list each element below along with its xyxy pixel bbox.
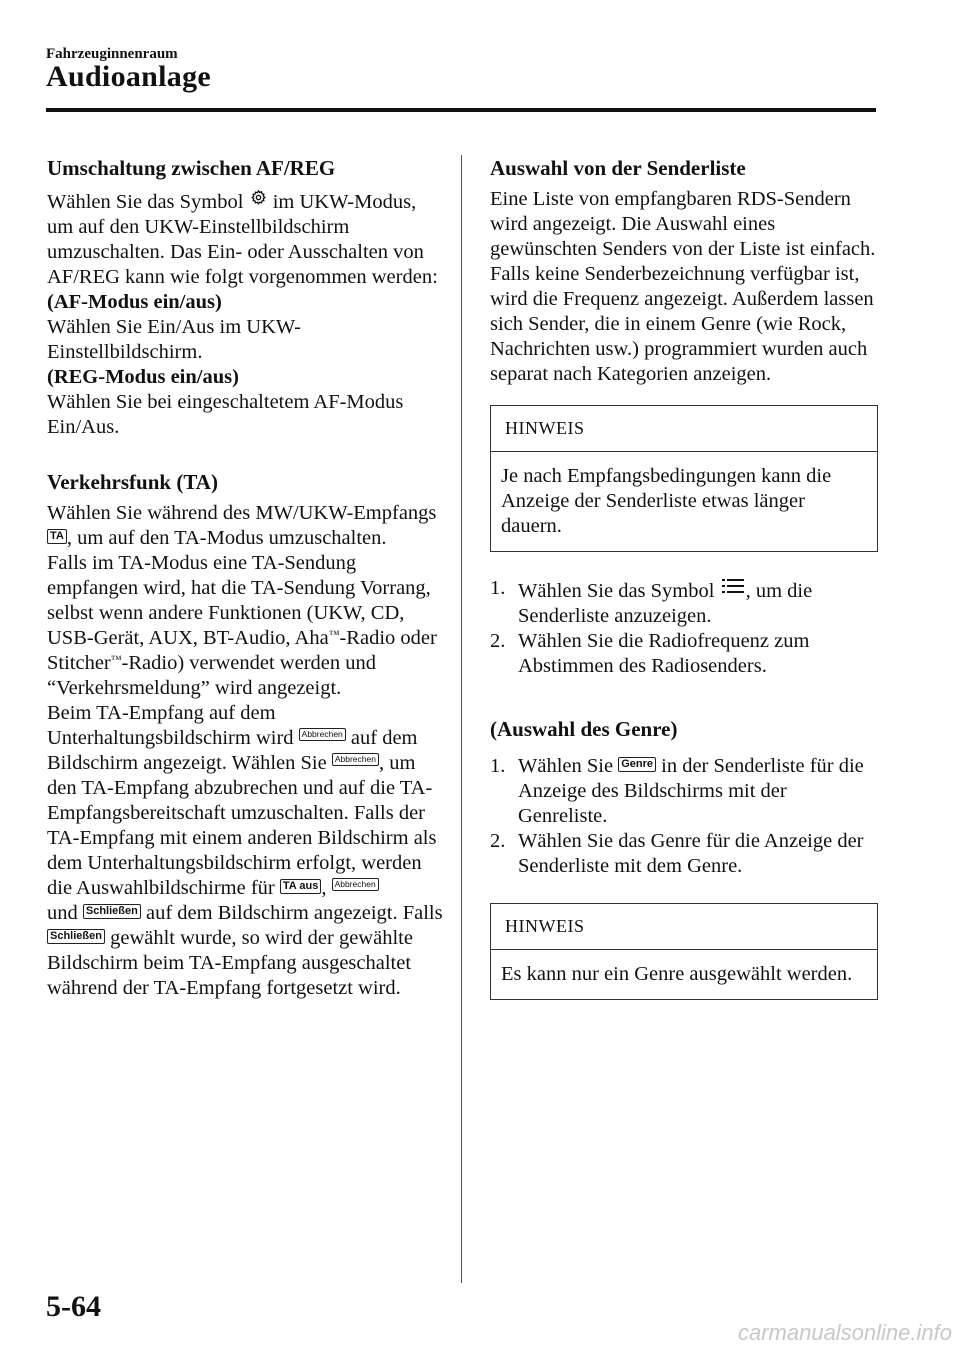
list-icon (722, 576, 744, 601)
genre-steps (490, 754, 880, 879)
text: in der Senderliste für die Anzeige des Bildschirms mit der Genreliste. (518, 755, 864, 827)
column-divider (461, 155, 462, 1283)
abbrechen-button: Abbrechen (299, 728, 346, 741)
text: Wählen Sie während des MW/UKW-Empfangs (47, 502, 437, 524)
text: Wählen Sie (518, 755, 619, 777)
text: im UKW-Modus, um auf den UKW-Einstellbildschirm umzuschalten. Das Ein- oder Ausschalten von AF/REG kann wie folgt vorgenommen werden: (47, 191, 438, 288)
heading-traffic-info: Verkehrsfunk (TA) (47, 470, 218, 494)
traffic-details (47, 551, 447, 701)
gear-icon (251, 187, 266, 212)
list-item (490, 576, 880, 629)
genre-button: Genre (618, 757, 656, 772)
note-text: Je nach Empfangsbedingungen kann die Anzeige der Senderliste etwas länger dauern. (501, 465, 832, 537)
station-list-steps (490, 576, 880, 679)
traffic-intro (47, 501, 447, 551)
note-title: HINWEIS (491, 904, 877, 950)
step-text: Wählen Sie die Radiofrequenz zum Abstimmen des Radiosenders. (518, 630, 810, 677)
text: auf dem Bildschirm angezeigt. Falls (140, 902, 443, 924)
text: Wählen Sie das Symbol (518, 580, 720, 602)
text: -Radio oder Stitcher (47, 627, 437, 674)
step-number: 2. (490, 630, 506, 652)
trademark: ™ (110, 654, 122, 666)
reg-mode-text: Wählen Sie bei eingeschaltetem AF-Modus Ein/Aus. (47, 391, 404, 438)
text: Falls im TA-Modus eine TA-Sendung empfangen wird, hat die TA-Sendung Vorrang, selbst wenn andere Funktionen (UKW, CD, USB-Gerät, AUX, BT-Audio, Aha (47, 552, 431, 649)
list-item (490, 629, 880, 679)
text: , um den TA-Empfang abzubrechen und auf die TA-Empfangsbereitschaft umzuschalten. Falls der TA-Empfang mit einem anderen Bildschirm als dem Unterhaltungsbildschirm erfolgt, werden die Auswahlbildschirme für (47, 752, 437, 899)
list-item (490, 754, 880, 829)
station-list-intro: Eine Liste von empfangbaren RDS-Sendern wird angezeigt. Die Auswahl eines gewünschten Senders von der Liste ist einfach. Falls keine Senderbezeichnung verfügbar ist, wird die Frequenz angezeigt. Außerdem lassen sich Sender, die in einem Genre (wie Rock, Nachrichten usw.) programmiert wurden auch separat nach Kategorien anzeigen. (490, 188, 876, 385)
text: , um auf den TA-Modus umzuschalten. (66, 527, 387, 549)
abbrechen-button: Abbrechen (332, 878, 379, 891)
abbrechen-button: Abbrechen (332, 753, 379, 766)
text: Beim TA-Empfang auf dem Unterhaltungsbildschirm wird (47, 702, 299, 749)
step-text (518, 754, 880, 829)
af-reg-intro (47, 187, 447, 290)
af-mode-heading: (AF-Modus ein/aus) (47, 291, 222, 313)
step-number: 1. (490, 755, 506, 777)
left-column (47, 156, 447, 1001)
schliessen-button: Schließen (83, 904, 141, 919)
text: und (47, 902, 83, 924)
text: Wählen Sie das Symbol (47, 191, 249, 213)
page-number: 5-64 (46, 1290, 101, 1323)
header-rule (46, 108, 876, 112)
step-text: Wählen Sie das Genre für die Anzeige der Senderliste mit dem Genre. (518, 830, 864, 877)
af-mode-text: Wählen Sie Ein/Aus im UKW-Einstellbildschirm. (47, 316, 301, 363)
text: , (321, 877, 332, 899)
trademark: ™ (328, 629, 340, 641)
list-item (490, 829, 880, 879)
watermark: carmanualsonline.info (737, 1320, 952, 1345)
heading-genre: (Auswahl des Genre) (490, 717, 678, 741)
traffic-cancel (47, 701, 447, 1001)
note-text: Es kann nur ein Genre ausgewählt werden. (501, 963, 853, 985)
reg-mode-heading: (REG-Modus ein/aus) (47, 366, 239, 388)
page-title: Audioanlage (46, 60, 212, 93)
text: auf dem Bildschirm angezeigt. Wählen Sie (47, 727, 418, 774)
right-column (490, 156, 880, 1000)
note-title: HINWEIS (491, 406, 877, 452)
note-box (490, 903, 878, 1000)
ta-aus-button: TA aus (280, 879, 321, 894)
step-text (518, 576, 880, 629)
text: -Radio) verwendet werden und “Verkehrsmeldung” wird angezeigt. (47, 652, 376, 699)
step-number: 1. (490, 577, 506, 599)
step-number: 2. (490, 830, 506, 852)
schliessen-button: Schließen (47, 929, 105, 944)
text: gewählt wurde, so wird der gewählte Bildschirm beim TA-Empfang ausgeschaltet während der TA-Empfang fortgesetzt wird. (47, 927, 413, 999)
heading-station-list: Auswahl von der Senderliste (490, 156, 746, 180)
section-label: Fahrzeuginnenraum (46, 46, 178, 62)
ta-button: TA (47, 529, 67, 544)
note-box (490, 405, 878, 552)
heading-af-reg: Umschaltung zwischen AF/REG (47, 156, 336, 180)
text: , um die Senderliste anzuzeigen. (518, 580, 813, 627)
